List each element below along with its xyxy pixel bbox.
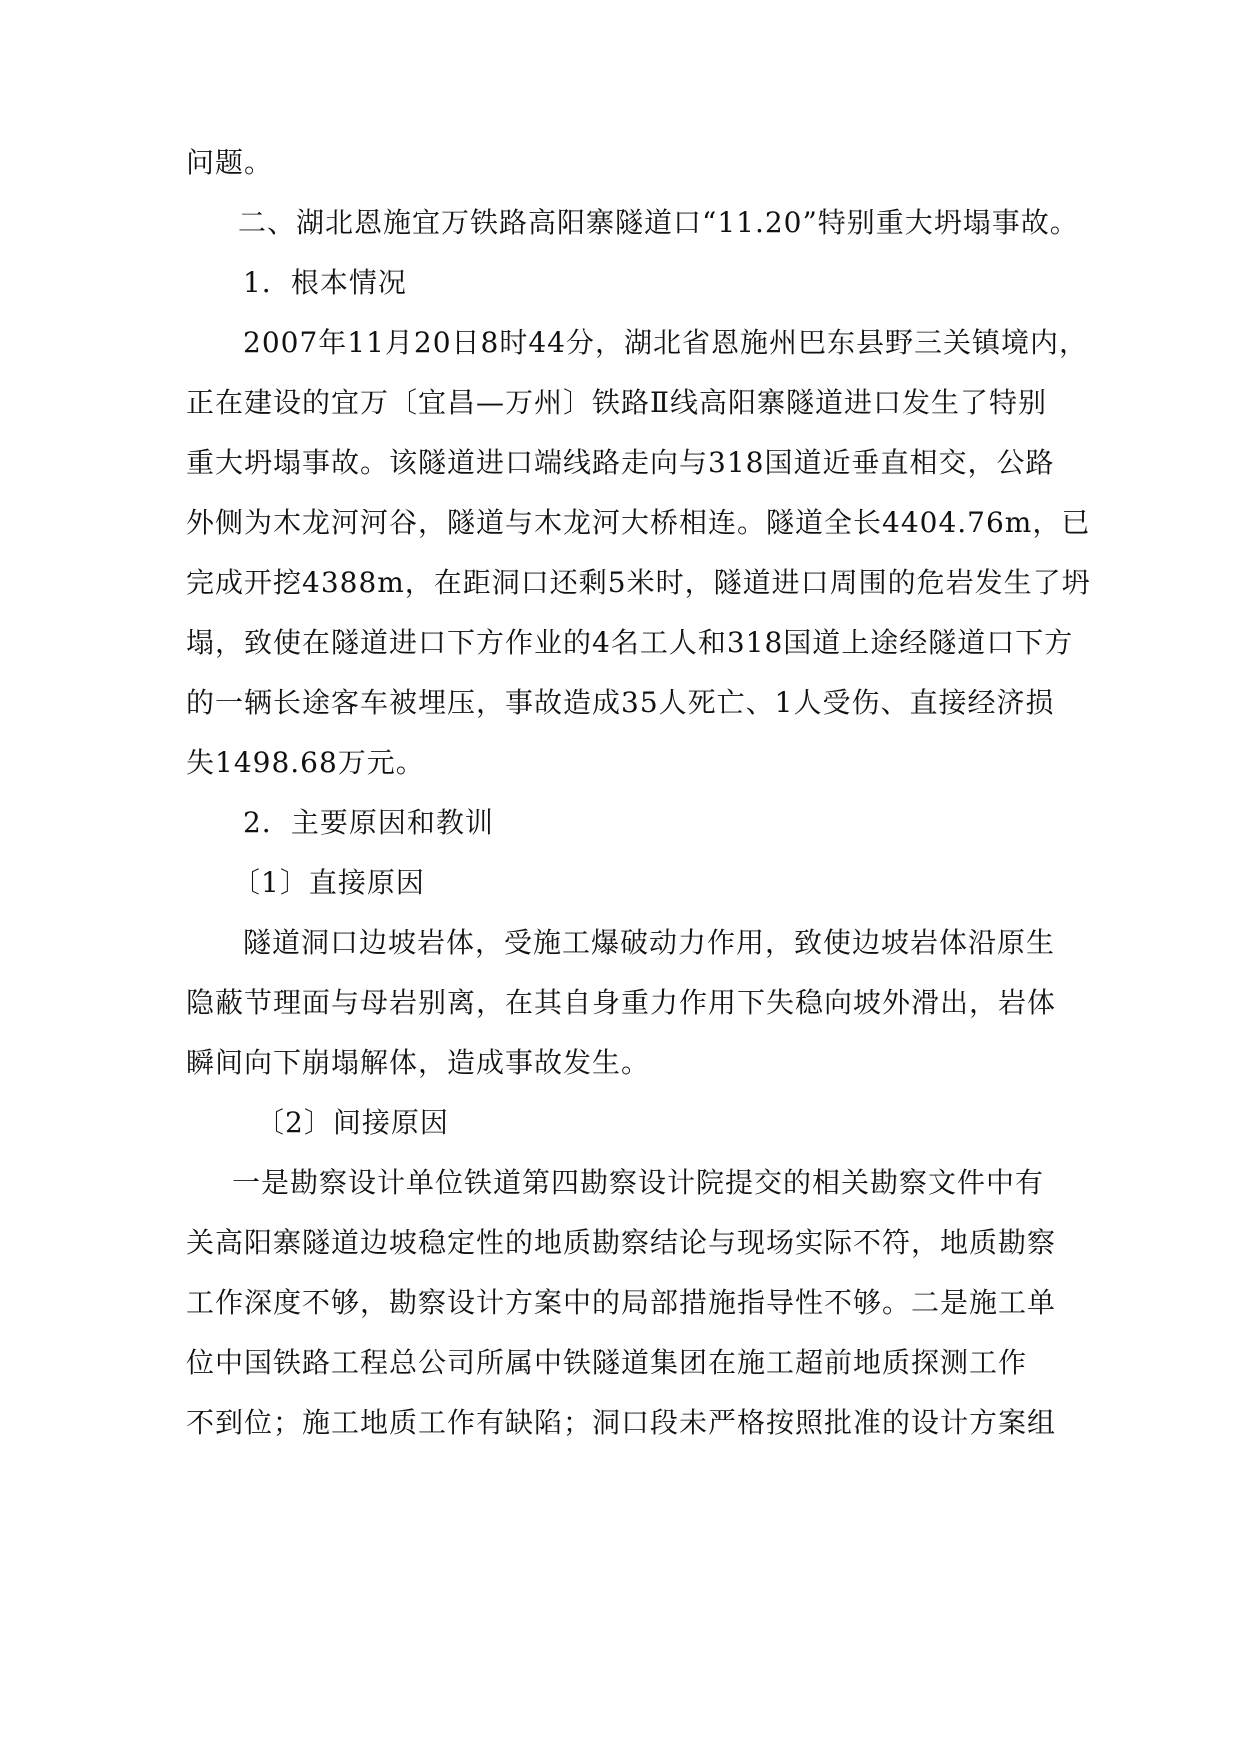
text-line-5: 正在建设的宜万〔宜昌—万州〕铁路Ⅱ线高阳寨隧道进口发生了特别 (186, 386, 1048, 419)
text-line-10: 的一辆长途客车被埋压，事故造成35人死亡、1人受伤、直接经济损 (186, 686, 1055, 719)
text-line-4: 2007年11月20日8时44分，湖北省恩施州巴东县野三关镇境内， (243, 326, 1088, 359)
text-line-1: 问题。 (186, 146, 274, 179)
text-line-19: 关高阳寨隧道边坡稳定性的地质勘察结论与现场实际不符，地质勘察 (186, 1226, 1057, 1259)
text-line-21: 位中国铁路工程总公司所属中铁隧道集团在施工超前地质探测工作 (186, 1346, 1028, 1379)
text-line-8: 完成开挖4388m，在距洞口还剩5米时，隧道进口周围的危岩发生了坍 (186, 566, 1091, 599)
subheading-direct-cause: 〔1〕直接原因 (232, 866, 425, 899)
text-line-14: 隧道洞口边坡岩体，受施工爆破动力作用，致使边坡岩体沿原生 (243, 926, 1056, 959)
subheading-basic-situation: 1．根本情况 (243, 266, 407, 299)
text-line-9: 塌，致使在隧道进口下方作业的4名工人和318国道上途经隧道口下方 (186, 626, 1074, 659)
text-line-16: 瞬间向下崩塌解体，造成事故发生。 (186, 1046, 651, 1079)
subheading-indirect-cause: 〔2〕间接原因 (256, 1106, 449, 1139)
text-line-22: 不到位；施工地质工作有缺陷；洞口段未严格按照批准的设计方案组 (186, 1406, 1057, 1439)
section-heading-2: 二、湖北恩施宜万铁路高阳寨隧道口“11.20”特别重大坍塌事故。 (238, 206, 1079, 239)
text-line-15: 隐蔽节理面与母岩别离，在其自身重力作用下失稳向坡外滑出，岩体 (186, 986, 1057, 1019)
text-line-7: 外侧为木龙河河谷，隧道与木龙河大桥相连。隧道全长4404.76m，已 (186, 506, 1091, 539)
text-line-20: 工作深度不够，勘察设计方案中的局部措施指导性不够。二是施工单 (186, 1286, 1057, 1319)
subheading-main-causes: 2．主要原因和教训 (243, 806, 494, 839)
text-line-6: 重大坍塌事故。该隧道进口端线路走向与318国道近垂直相交，公路 (186, 446, 1055, 479)
text-line-11: 失1498.68万元。 (186, 746, 425, 779)
text-line-18: 一是勘察设计单位铁道第四勘察设计院提交的相关勘察文件中有 (232, 1166, 1045, 1199)
